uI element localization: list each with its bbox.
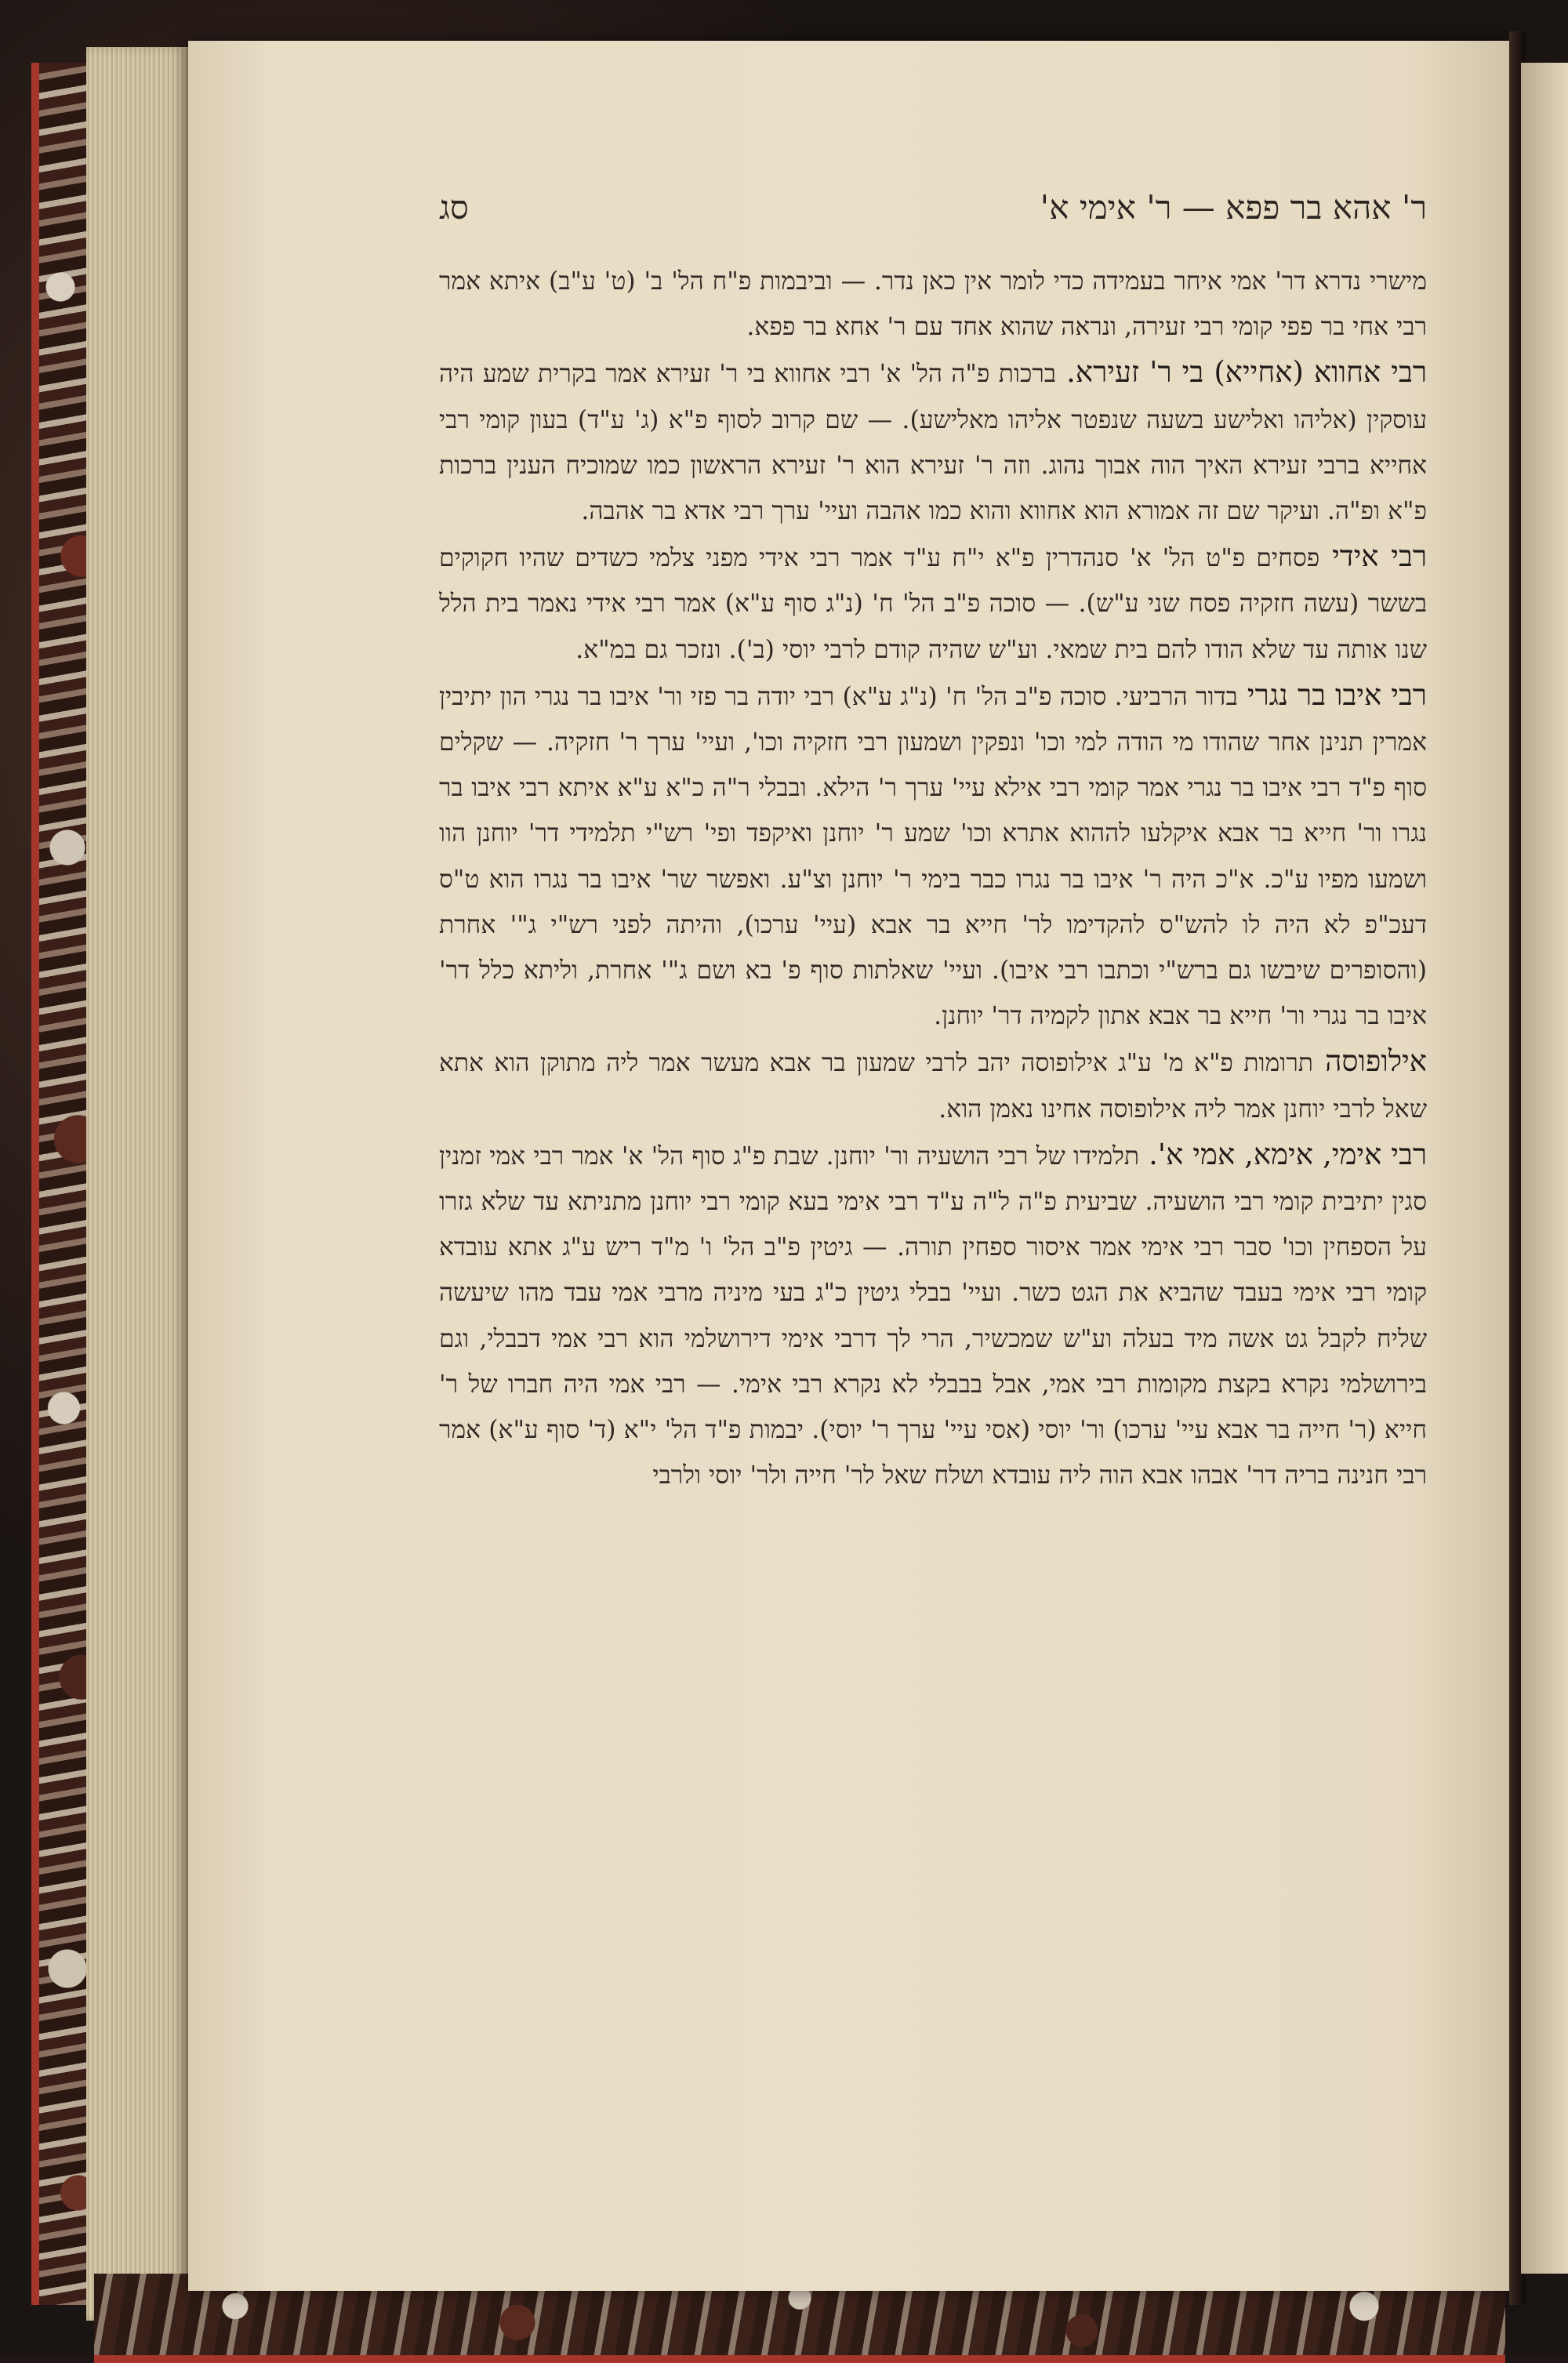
entry-heading: רבי אימי, אימא, אמי א'.	[1139, 1137, 1427, 1171]
entry-heading: אילופוסה	[1313, 1044, 1428, 1079]
paragraph-text: ברכות פ"ה הל' א' רבי אחווא בי ר' זעירא אמר בקרית שמע היה עוסקין (אליהו ואלישע בשעה שנפטר אליהו מאלישע). — שם קרוב לסוף פ"א (ג' ע"ד) בעון קומי רבי אחייא ברבי זעירא האיך הוה אבוך נהוג. וזה ר' זעירא הוא ר' זעירא הראשון כמו שמוכיח הענין ברכות פ"א ופ"ה. ועיקר שם זה אמורא הוא אחווא והוא כמו אהבה ועיי' ערך רבי אדא בר אהבה.	[439, 360, 1427, 526]
paragraph	[439, 1039, 1427, 1131]
paragraph-text: מישרי נדרא דר' אמי איחר בעמידה כדי לומר אין כאן נדר. — וביבמות פ"ח הל' ב' (ט' ע"ב) איתא אמר רבי אחי בר פפי קומי רבי זעירה, ונראה שהוא אחד עם ר' אחא בר פפא.	[439, 267, 1427, 342]
entry-heading: רבי איבו בר נגרי	[1237, 677, 1427, 712]
paragraph	[439, 350, 1427, 534]
paragraph-text: פסחים פ"ט הל' א' סנהדרין פ"א י"ח ע"ד אמר רבי אידי מפני צלמי כשדים שהיו חקוקים בששר (עשה חזקיה פסח שני ע"ש). — סוכה פ"ב הל' ח' (נ"ג סוף ע"א) אמר רבי אידי נאמר בית הלל שנו אותה עד שלא הודו להם בית שמאי. וע"ש שהיה קודם לרבי יוסי (ב'). ונזכר גם במ"א.	[439, 544, 1427, 664]
page-edges	[86, 47, 188, 2321]
entry-heading: רבי אידי	[1319, 539, 1427, 574]
page-header	[439, 188, 1427, 251]
paragraph-text: בדור הרביעי. סוכה פ"ב הל' ח' (נ"ג ע"א) רבי יודה בר פזי ור' איבו בר נגרי הון יתיבין אמרין תנינן אחר שהודו מי הודה למי וכו' ונפקין ושמעון רבי חזקיה וכו', ועיי' ערך ר' חזקיה. — שקלים סוף פ"ד רבי איבו בר נגרי אמר קומי רבי אילא עיי' ערך ר' הילא. ובבלי ר"ה כ"א ע"א איתא רבי איבו בר נגרו ור' חייא בר אבא איקלעו לההוא אתרא וכו' שמע ר' יוחנן ואיקפד ופי' רש"י תלמידי דר' יוחנן הוו ושמעו מפיו ע"כ. א"כ היה ר' איבו בר נגרו כבר בימי ר' יוחנן וצ"ע. ואפשר שר' איבו בר נגרו הוא ט"ס דעכ"פ לא היה לו להש"ס להקדימו לר' חייא בר אבא (עיי' ערכו), והיתה לפני רש"י ג"' אחרת (והסופרים שיבשו גם ברש"י וכתבו רבי איבו). ועיי' שאלתות סוף פ' בא ושם ג"' אחרת, וליתא כלל דר' איבו בר נגרי ור' חייא בר אבא אתון לקמיה דר' יוחנן.	[439, 682, 1427, 1031]
paragraph	[439, 259, 1427, 350]
paragraph-text: תרומות פ"א מ' ע"ג אילופוסה יהב לרבי שמעון בר אבא מעשר אמר ליה מתוקן הוא אתא שאל לרבי יוחנן אמר ליה אילופוסה אחינו נאמן הוא.	[439, 1049, 1427, 1123]
entry-heading: רבי אחווא (אחייא) בי ר' זעירא.	[1056, 355, 1427, 390]
page-number: סג	[439, 188, 469, 227]
paragraph	[439, 534, 1427, 673]
body-text	[439, 259, 1427, 2203]
facing-page-edge	[1521, 63, 1568, 2274]
running-head: ר' אהא בר פפא — ר' אימי א'	[1040, 188, 1427, 227]
paragraph-text: תלמידו של רבי הושעיה ור' יוחנן. שבת פ"ג סוף הל' א' אמר רבי אמי זמנין סגין יתיבית קומי רבי הושעיה. שביעית פ"ה ל"ה ע"ד רבי אימי בעא קומי רבי יוחנן מתניתא עד שלא גזרו על הספחין וכו' סבר רבי אימי אמר איסור ספחין תורה. — גיטין פ"ב הל' ו' מ"ד ריש ע"ג אתא עובדא קומי רבי אימי בעבד שהביא את הגט כשר. ועיי' בבלי גיטין כ"ג בעי מיניה מרבי אמי עבד מהו שיעשה שליח לקבל גט אשה מיד בעלה וע"ש שמכשיר, הרי לך דרבי אימי דירושלמי הוא רבי אמי דבבלי, וגם בירושלמי נקרא בקצת מקומות רבי אמי, אבל בבבלי לא נקרא רבי אימי. — רבי אמי היה חברו של ר' חייא (ר' חייה בר אבא עיי' ערכו) ור' יוסי (אסי עיי' ערך ר' יוסי). יבמות פ"ד הל' י"א (ד' סוף ע"א) אמר רבי חנינה בריה דר' אבהו אבא הוה ליה עובדא ושלח שאל לר' חייה ולר' יוסי ולרבי	[439, 1142, 1427, 1490]
paragraph	[439, 673, 1427, 1040]
paragraph	[439, 1132, 1427, 1499]
